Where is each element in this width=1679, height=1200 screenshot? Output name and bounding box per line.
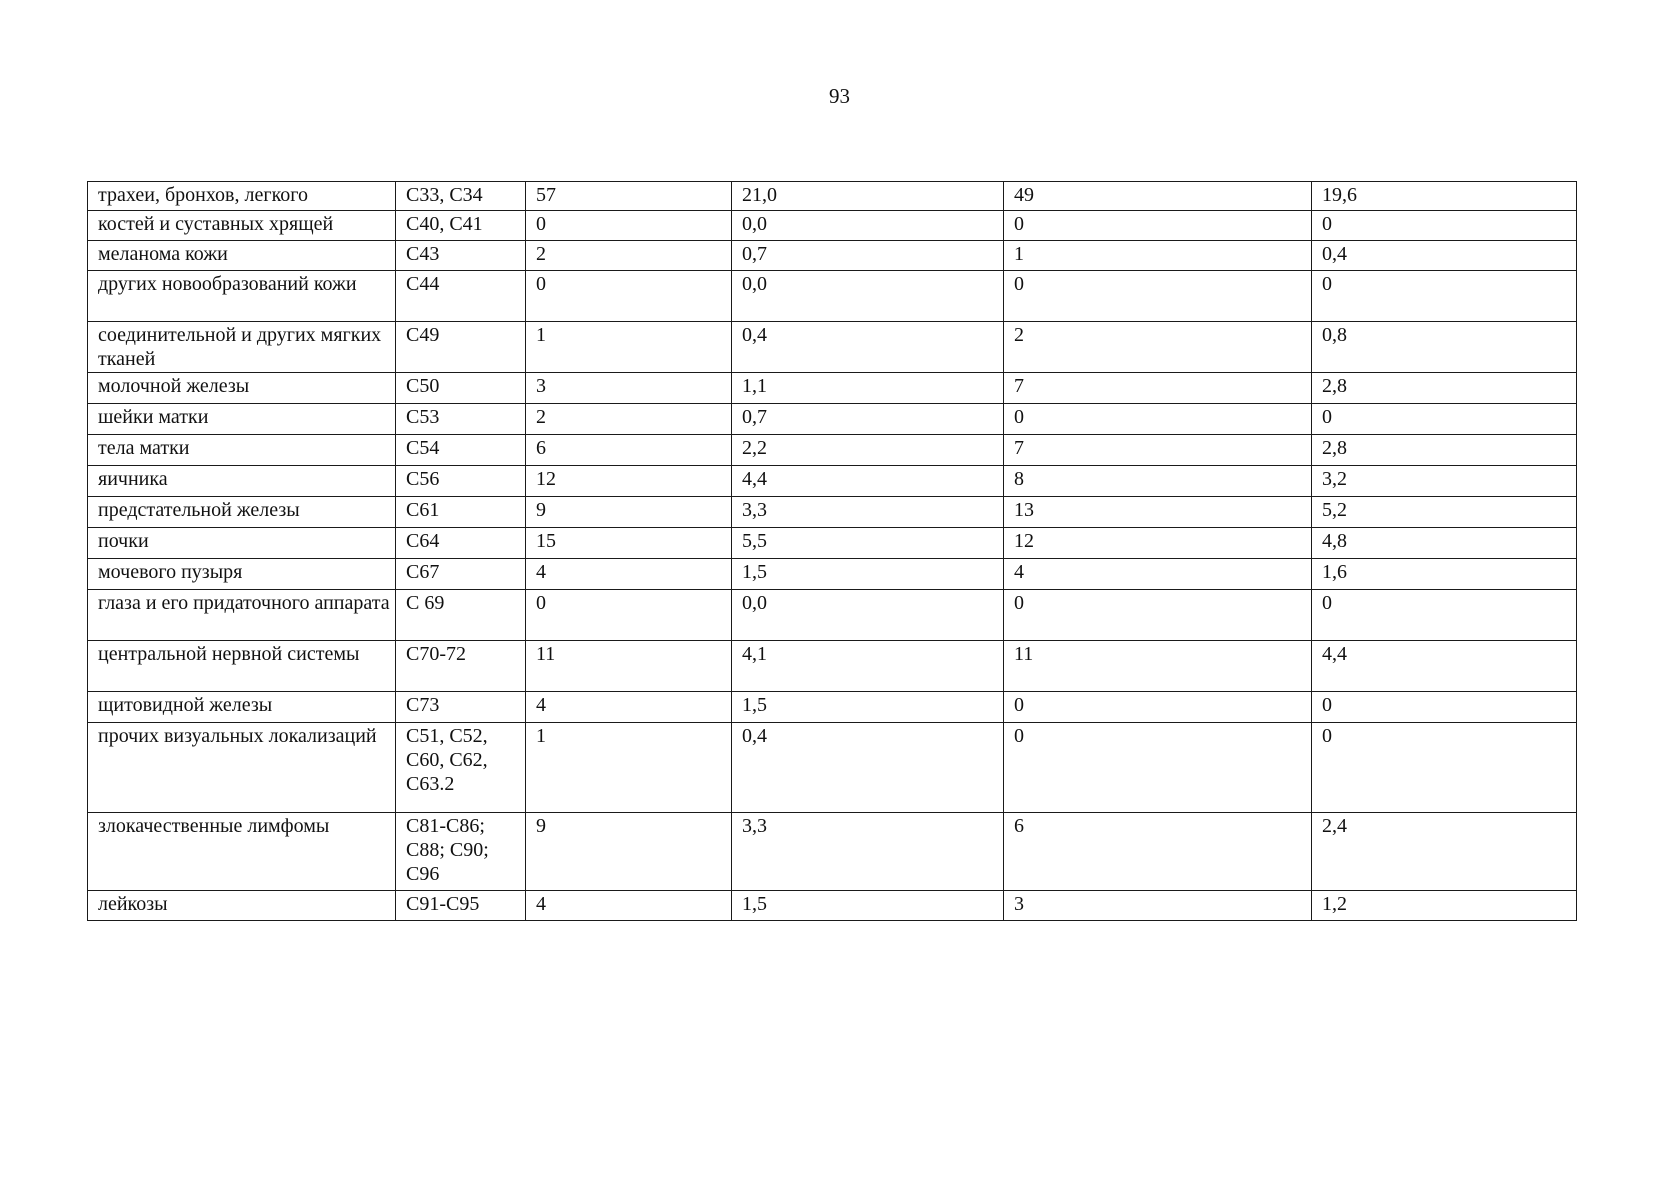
value-cell: 12 xyxy=(1004,528,1312,559)
value-cell: 0,7 xyxy=(732,404,1004,435)
icd-code-cell: С64 xyxy=(396,528,526,559)
value-cell: 49 xyxy=(1004,182,1312,211)
table-row xyxy=(88,241,1577,271)
value-cell: 2,2 xyxy=(732,435,1004,466)
value-cell: 0,7 xyxy=(732,241,1004,271)
value-cell: 1 xyxy=(1004,241,1312,271)
value-cell: 4 xyxy=(1004,559,1312,590)
table-row xyxy=(88,435,1577,466)
value-cell: 2,8 xyxy=(1312,435,1577,466)
localization-cell: трахеи, бронхов, легкого xyxy=(88,182,396,211)
table-row xyxy=(88,182,1577,211)
value-cell: 1,5 xyxy=(732,891,1004,921)
value-cell: 2,8 xyxy=(1312,373,1577,404)
value-cell: 4,8 xyxy=(1312,528,1577,559)
localization-cell: предстательной железы xyxy=(88,497,396,528)
value-cell: 3 xyxy=(1004,891,1312,921)
value-cell: 0 xyxy=(1312,590,1577,641)
value-cell: 0 xyxy=(1004,271,1312,322)
localization-cell: глаза и его придаточного аппарата xyxy=(88,590,396,641)
value-cell: 4,4 xyxy=(732,466,1004,497)
table-row xyxy=(88,322,1577,373)
value-cell: 0 xyxy=(526,271,732,322)
value-cell: 0 xyxy=(1312,271,1577,322)
value-cell: 0,8 xyxy=(1312,322,1577,373)
value-cell: 1 xyxy=(526,322,732,373)
icd-code-cell: С44 xyxy=(396,271,526,322)
value-cell: 0 xyxy=(1312,211,1577,241)
value-cell: 0,0 xyxy=(732,271,1004,322)
icd-code-cell: С43 xyxy=(396,241,526,271)
value-cell: 19,6 xyxy=(1312,182,1577,211)
localization-cell: шейки матки xyxy=(88,404,396,435)
value-cell: 4 xyxy=(526,891,732,921)
localization-cell: почки xyxy=(88,528,396,559)
value-cell: 8 xyxy=(1004,466,1312,497)
value-cell: 6 xyxy=(526,435,732,466)
icd-code-cell: С51, С52, С60, С62, С63.2 xyxy=(396,723,526,813)
localization-cell: центральной нервной системы xyxy=(88,641,396,692)
value-cell: 0 xyxy=(1004,692,1312,723)
icd-code-cell: С54 xyxy=(396,435,526,466)
value-cell: 1,5 xyxy=(732,559,1004,590)
localization-cell: тела матки xyxy=(88,435,396,466)
localization-cell: соединительной и других мягких тканей xyxy=(88,322,396,373)
icd-code-cell: С73 xyxy=(396,692,526,723)
value-cell: 2 xyxy=(526,241,732,271)
value-cell: 2,4 xyxy=(1312,813,1577,891)
value-cell: 0 xyxy=(1312,404,1577,435)
value-cell: 1,2 xyxy=(1312,891,1577,921)
table-row xyxy=(88,723,1577,813)
value-cell: 4 xyxy=(526,692,732,723)
table-row xyxy=(88,891,1577,921)
value-cell: 0 xyxy=(1004,590,1312,641)
localization-cell: меланома кожи xyxy=(88,241,396,271)
icd-code-cell: С91-С95 xyxy=(396,891,526,921)
page-number: 93 xyxy=(829,84,850,108)
value-cell: 1 xyxy=(526,723,732,813)
icd-code-cell: С67 xyxy=(396,559,526,590)
value-cell: 2 xyxy=(526,404,732,435)
value-cell: 3,3 xyxy=(732,497,1004,528)
localization-cell: лейкозы xyxy=(88,891,396,921)
value-cell: 11 xyxy=(1004,641,1312,692)
table-row xyxy=(88,528,1577,559)
table-row xyxy=(88,211,1577,241)
localization-cell: костей и суставных хрящей xyxy=(88,211,396,241)
table-row xyxy=(88,692,1577,723)
table-row xyxy=(88,271,1577,322)
localization-cell: других новообразований кожи xyxy=(88,271,396,322)
icd-code-cell: С50 xyxy=(396,373,526,404)
icd-code-cell: С 69 xyxy=(396,590,526,641)
value-cell: 15 xyxy=(526,528,732,559)
value-cell: 4,1 xyxy=(732,641,1004,692)
value-cell: 0,0 xyxy=(732,590,1004,641)
value-cell: 1,1 xyxy=(732,373,1004,404)
value-cell: 0 xyxy=(1004,723,1312,813)
localization-cell: яичника xyxy=(88,466,396,497)
value-cell: 9 xyxy=(526,497,732,528)
icd-code-cell: С33, С34 xyxy=(396,182,526,211)
value-cell: 0,4 xyxy=(732,322,1004,373)
value-cell: 5,5 xyxy=(732,528,1004,559)
table-row xyxy=(88,813,1577,891)
value-cell: 3 xyxy=(526,373,732,404)
localization-cell: мочевого пузыря xyxy=(88,559,396,590)
value-cell: 11 xyxy=(526,641,732,692)
icd-code-cell: С49 xyxy=(396,322,526,373)
localization-cell: прочих визуальных локализаций xyxy=(88,723,396,813)
value-cell: 1,5 xyxy=(732,692,1004,723)
value-cell: 0 xyxy=(1004,211,1312,241)
value-cell: 2 xyxy=(1004,322,1312,373)
value-cell: 5,2 xyxy=(1312,497,1577,528)
value-cell: 0 xyxy=(1312,692,1577,723)
data-table xyxy=(87,181,1577,921)
table-row xyxy=(88,466,1577,497)
value-cell: 0,4 xyxy=(1312,241,1577,271)
value-cell: 0 xyxy=(526,590,732,641)
table-row xyxy=(88,404,1577,435)
value-cell: 7 xyxy=(1004,373,1312,404)
value-cell: 1,6 xyxy=(1312,559,1577,590)
value-cell: 4,4 xyxy=(1312,641,1577,692)
icd-code-cell: С61 xyxy=(396,497,526,528)
table-row xyxy=(88,641,1577,692)
value-cell: 0 xyxy=(526,211,732,241)
value-cell: 9 xyxy=(526,813,732,891)
icd-code-cell: С81-С86; С88; С90; С96 xyxy=(396,813,526,891)
value-cell: 0 xyxy=(1312,723,1577,813)
value-cell: 3,2 xyxy=(1312,466,1577,497)
table-row xyxy=(88,373,1577,404)
value-cell: 4 xyxy=(526,559,732,590)
localization-cell: молочной железы xyxy=(88,373,396,404)
localization-cell: щитовидной железы xyxy=(88,692,396,723)
table-row xyxy=(88,590,1577,641)
value-cell: 6 xyxy=(1004,813,1312,891)
value-cell: 21,0 xyxy=(732,182,1004,211)
value-cell: 57 xyxy=(526,182,732,211)
icd-code-cell: С70-72 xyxy=(396,641,526,692)
value-cell: 3,3 xyxy=(732,813,1004,891)
value-cell: 0 xyxy=(1004,404,1312,435)
localization-cell: злокачественные лимфомы xyxy=(88,813,396,891)
icd-code-cell: С53 xyxy=(396,404,526,435)
value-cell: 7 xyxy=(1004,435,1312,466)
value-cell: 0,4 xyxy=(732,723,1004,813)
value-cell: 13 xyxy=(1004,497,1312,528)
value-cell: 12 xyxy=(526,466,732,497)
icd-code-cell: С56 xyxy=(396,466,526,497)
table-row xyxy=(88,497,1577,528)
icd-code-cell: С40, С41 xyxy=(396,211,526,241)
table-row xyxy=(88,559,1577,590)
value-cell: 0,0 xyxy=(732,211,1004,241)
